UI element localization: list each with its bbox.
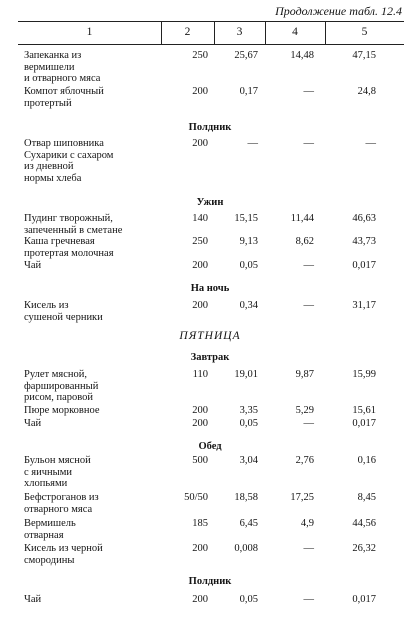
row-col5: 26,32	[352, 543, 376, 554]
row-col3: 19,01	[234, 369, 258, 380]
row-name: Запеканка из вермишели и отварного мяса	[24, 50, 101, 84]
row-name: Кисель из сушеной черники	[24, 300, 103, 323]
row-name: Отвар шиповника Сухарики с сахаром из дневной нормы хлеба	[24, 138, 114, 184]
row-col3: 6,45	[239, 518, 258, 529]
header-col-4: 4	[292, 26, 298, 38]
row-col5: 0,017	[352, 260, 376, 271]
meal-heading: На ночь	[190, 283, 230, 294]
row-name: Пудинг творожный, запеченный в сметане	[24, 213, 123, 236]
row-col5: 24,8	[357, 86, 376, 97]
row-col5: 31,17	[352, 300, 376, 311]
row-col4: —	[303, 138, 314, 149]
row-col5: 47,15	[352, 50, 376, 61]
row-name: Вермишель отварная	[24, 518, 76, 541]
row-col3: 25,67	[234, 50, 258, 61]
row-col4: —	[303, 594, 314, 605]
row-col5: —	[365, 138, 376, 149]
row-col5: 46,63	[352, 213, 376, 224]
row-col5: 15,61	[352, 405, 376, 416]
row-name: Бульон мясной с яичными хлопьями	[24, 455, 91, 489]
row-col4: 11,44	[290, 213, 314, 224]
meal-heading: Полдник	[188, 122, 232, 133]
row-name: Каша гречневая протертая молочная	[24, 236, 114, 259]
row-col4: 8,62	[295, 236, 314, 247]
row-portion: 185	[192, 518, 208, 529]
row-col4: —	[303, 418, 314, 429]
row-col4: 2,76	[295, 455, 314, 466]
row-portion: 140	[192, 213, 208, 224]
row-name: Компот яблочный протертый	[24, 86, 104, 109]
meal-heading: Обед	[198, 441, 222, 452]
row-portion: 200	[192, 86, 208, 97]
row-col4: 4,9	[300, 518, 314, 529]
row-col5: 43,73	[352, 236, 376, 247]
meal-heading: Ужин	[196, 197, 224, 208]
row-col3: 0,17	[239, 86, 258, 97]
row-col3: 0,05	[239, 594, 258, 605]
row-portion: 250	[192, 50, 208, 61]
row-portion: 200	[192, 300, 208, 311]
header-col-5: 5	[361, 26, 368, 38]
row-portion: 110	[192, 369, 208, 380]
row-portion: 250	[192, 236, 208, 247]
row-col5: 0,017	[352, 418, 376, 429]
row-name: Пюре морковное	[24, 405, 100, 416]
header-col-1: 1	[86, 26, 93, 38]
row-col3: 3,35	[239, 405, 258, 416]
row-col3: 0,34	[239, 300, 258, 311]
row-col4: 5,29	[295, 405, 314, 416]
header-col-3: 3	[236, 26, 243, 38]
row-col4: 9,87	[295, 369, 314, 380]
row-portion: 200	[192, 543, 208, 554]
row-col3: 0,05	[239, 260, 258, 271]
row-name: Чай	[24, 594, 42, 605]
day-heading: ПЯТНИЦА	[179, 330, 241, 342]
table-caption: Продолжение табл. 12.4	[275, 4, 402, 18]
row-col4: —	[303, 260, 314, 271]
row-portion: 50/50	[184, 492, 208, 503]
row-portion: 200	[192, 594, 208, 605]
row-col3: 0,008	[234, 543, 258, 554]
meal-heading: Полдник	[188, 576, 232, 587]
row-col5: 0,16	[357, 455, 376, 466]
row-col4: 14,48	[290, 50, 314, 61]
row-portion: 200	[192, 418, 208, 429]
header-col-2: 2	[184, 26, 191, 38]
row-name: Чай	[24, 260, 42, 271]
row-col3: 18,58	[234, 492, 258, 503]
row-col3: 15,15	[234, 213, 258, 224]
row-col4: —	[303, 300, 314, 311]
row-col5: 15,99	[352, 369, 376, 380]
row-col4: 17,25	[290, 492, 314, 503]
row-portion: 200	[192, 405, 208, 416]
row-col3: 0,05	[239, 418, 258, 429]
row-name: Кисель из черной смородины	[24, 543, 103, 566]
row-col5: 0,017	[352, 594, 376, 605]
row-col4: —	[303, 86, 314, 97]
row-portion: 200	[192, 138, 208, 149]
row-name: Чай	[24, 418, 42, 429]
row-col3: 9,13	[239, 236, 258, 247]
row-col3: —	[247, 138, 258, 149]
meal-heading: Завтрак	[190, 352, 230, 363]
row-col4: —	[303, 543, 314, 554]
row-name: Бефстроганов из отварного мяса	[24, 492, 99, 515]
row-portion: 200	[192, 260, 208, 271]
row-portion: 500	[192, 455, 208, 466]
row-name: Рулет мясной, фаршированный рисом, паровой	[24, 369, 99, 403]
row-col5: 8,45	[357, 492, 376, 503]
row-col3: 3,04	[239, 455, 258, 466]
row-col5: 44,56	[352, 518, 376, 529]
